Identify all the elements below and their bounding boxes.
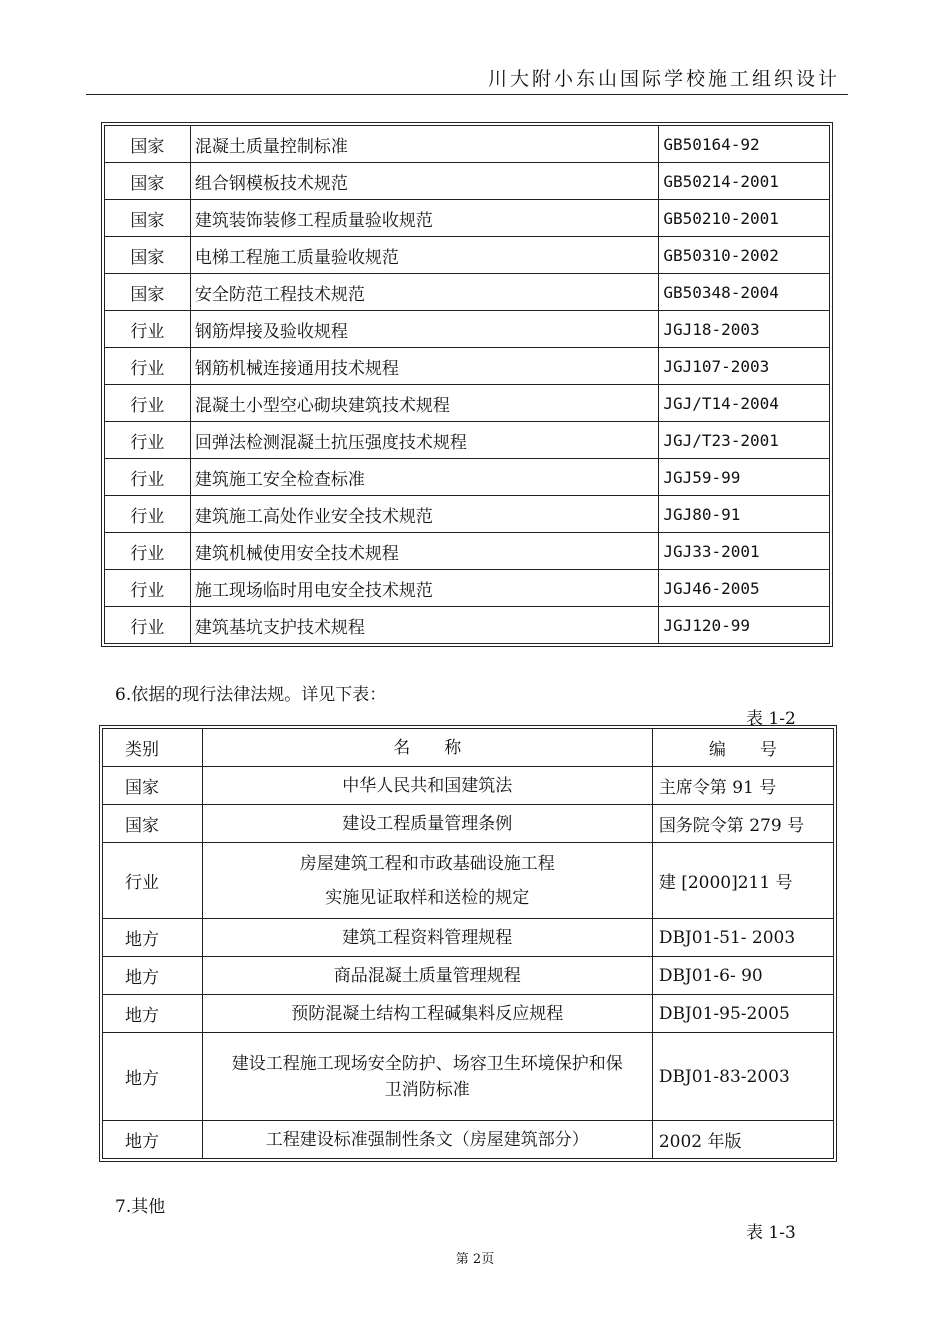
table-1-3-label: 表 1-3 — [746, 1223, 796, 1243]
cell-code: 2002 年版 — [652, 1121, 833, 1159]
table-row — [105, 570, 830, 607]
cell-level: 行业 — [105, 311, 191, 348]
header-name: 名 称 — [202, 729, 652, 767]
table-row — [105, 274, 830, 311]
table-row — [103, 1033, 834, 1121]
table-row — [105, 496, 830, 533]
cell-name-line: 建设工程施工现场安全防护、场容卫生环境保护和保 — [231, 1053, 623, 1074]
cell-code: JGJ59-99 — [659, 459, 830, 496]
cell-level: 行业 — [105, 496, 191, 533]
cell-category: 地方 — [103, 995, 203, 1033]
cell-name: 安全防范工程技术规范 — [190, 274, 659, 311]
page-number: 第 2页 — [455, 1252, 495, 1267]
cell-category: 地方 — [103, 1121, 203, 1159]
standards-table — [104, 125, 830, 644]
cell-category: 地方 — [103, 1033, 203, 1121]
cell-level: 国家 — [105, 163, 191, 200]
cell-name — [202, 843, 652, 919]
cell-name-line: 房屋建筑工程和市政基础设施工程 — [299, 853, 555, 874]
cell-name: 组合钢模板技术规范 — [190, 163, 659, 200]
cell-code: DBJ01-6- 90 — [652, 957, 833, 995]
cell-code: JGJ80-91 — [659, 496, 830, 533]
cell-level: 行业 — [105, 607, 191, 644]
table-row — [105, 200, 830, 237]
cell-code: JGJ/T14-2004 — [659, 385, 830, 422]
cell-name: 预防混凝土结构工程碱集料反应规程 — [202, 995, 652, 1033]
cell-name: 中华人民共和国建筑法 — [202, 767, 652, 805]
cell-category: 行业 — [103, 843, 203, 919]
cell-name — [202, 1033, 652, 1121]
cell-name: 回弹法检测混凝土抗压强度技术规程 — [190, 422, 659, 459]
cell-level: 行业 — [105, 459, 191, 496]
cell-level: 国家 — [105, 126, 191, 163]
table-row — [103, 1121, 834, 1159]
cell-category: 国家 — [103, 767, 203, 805]
section-7-heading: 7.其他 — [115, 1197, 166, 1217]
table-1-2-label: 表 1-2 — [746, 709, 796, 729]
cell-name: 建筑基坑支护技术规程 — [190, 607, 659, 644]
table-row — [103, 957, 834, 995]
cell-code: JGJ107-2003 — [659, 348, 830, 385]
cell-level: 行业 — [105, 570, 191, 607]
cell-name: 建筑工程资料管理规程 — [202, 919, 652, 957]
table-row — [105, 459, 830, 496]
cell-name: 工程建设标准强制性条文（房屋建筑部分） — [202, 1121, 652, 1159]
table-row — [105, 237, 830, 274]
cell-name-line: 实施见证取样和送检的规定 — [325, 887, 530, 908]
cell-level: 行业 — [105, 533, 191, 570]
table-row — [105, 422, 830, 459]
cell-name: 施工现场临时用电安全技术规范 — [190, 570, 659, 607]
cell-name: 建设工程质量管理条例 — [202, 805, 652, 843]
cell-name: 建筑施工高处作业安全技术规范 — [190, 496, 659, 533]
cell-level: 国家 — [105, 237, 191, 274]
table-row — [103, 995, 834, 1033]
cell-level: 行业 — [105, 422, 191, 459]
cell-code: GB50164-92 — [659, 126, 830, 163]
cell-code: JGJ18-2003 — [659, 311, 830, 348]
table-row — [105, 311, 830, 348]
cell-code: GB50210-2001 — [659, 200, 830, 237]
document-header-title: 川大附小东山国际学校施工组织设计 — [487, 68, 840, 90]
table-row — [105, 385, 830, 422]
cell-level: 国家 — [105, 200, 191, 237]
table-row — [105, 126, 830, 163]
cell-code: JGJ120-99 — [659, 607, 830, 644]
cell-name-line: 卫消防标准 — [384, 1079, 470, 1100]
table-row — [105, 533, 830, 570]
cell-name: 钢筋焊接及验收规程 — [190, 311, 659, 348]
cell-name: 钢筋机械连接通用技术规程 — [190, 348, 659, 385]
table-header-row — [103, 729, 834, 767]
cell-code: JGJ/T23-2001 — [659, 422, 830, 459]
section-6-heading: 6.依据的现行法律法规。详见下表： — [115, 685, 387, 705]
cell-code: GB50214-2001 — [659, 163, 830, 200]
table-row — [103, 843, 834, 919]
cell-name: 建筑施工安全检查标准 — [190, 459, 659, 496]
cell-name: 建筑装饰装修工程质量验收规范 — [190, 200, 659, 237]
cell-code: JGJ46-2005 — [659, 570, 830, 607]
cell-level: 行业 — [105, 348, 191, 385]
cell-code: GB50348-2004 — [659, 274, 830, 311]
cell-code: DBJ01-83-2003 — [652, 1033, 833, 1121]
table-row — [105, 607, 830, 644]
cell-level: 行业 — [105, 385, 191, 422]
header-code: 编 号 — [652, 729, 833, 767]
table-row — [103, 919, 834, 957]
cell-category: 地方 — [103, 957, 203, 995]
table-row — [105, 163, 830, 200]
cell-code: GB50310-2002 — [659, 237, 830, 274]
cell-name: 建筑机械使用安全技术规程 — [190, 533, 659, 570]
cell-code: 国务院令第 279 号 — [652, 805, 833, 843]
cell-level: 国家 — [105, 274, 191, 311]
cell-name: 混凝土小型空心砌块建筑技术规程 — [190, 385, 659, 422]
cell-code: JGJ33-2001 — [659, 533, 830, 570]
cell-code: DBJ01-95-2005 — [652, 995, 833, 1033]
header-category: 类别 — [103, 729, 203, 767]
cell-name: 电梯工程施工质量验收规范 — [190, 237, 659, 274]
table-row — [103, 805, 834, 843]
cell-name: 商品混凝土质量管理规程 — [202, 957, 652, 995]
header-divider — [86, 94, 848, 95]
regulations-table — [102, 728, 834, 1159]
table-row — [103, 767, 834, 805]
cell-category: 国家 — [103, 805, 203, 843]
cell-code: 建 [2000]211 号 — [652, 843, 833, 919]
table-row — [105, 348, 830, 385]
cell-code: DBJ01-51- 2003 — [652, 919, 833, 957]
cell-name: 混凝土质量控制标准 — [190, 126, 659, 163]
cell-code: 主席令第 91 号 — [652, 767, 833, 805]
cell-category: 地方 — [103, 919, 203, 957]
